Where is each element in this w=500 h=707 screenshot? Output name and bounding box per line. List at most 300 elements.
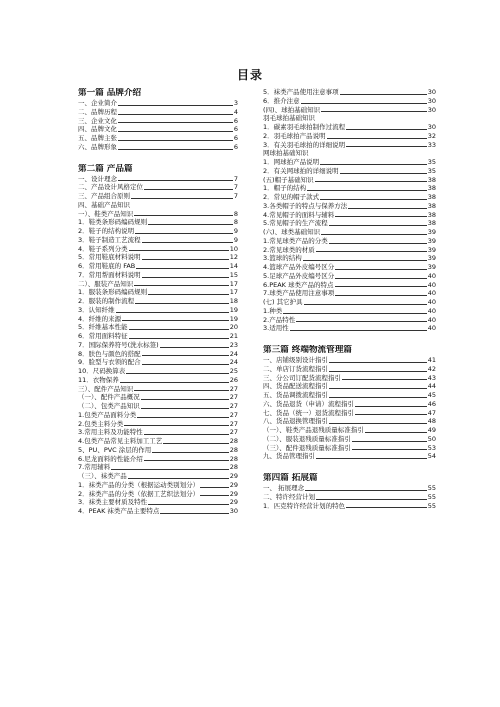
toc-entry[interactable] (78, 385, 238, 394)
toc-entry-label: 2.常见球类的材质 (263, 245, 315, 254)
toc-leader-line (329, 371, 427, 372)
toc-entry[interactable] (263, 254, 436, 263)
toc-entry[interactable] (78, 175, 238, 184)
toc-page-number: 25 (229, 367, 238, 375)
toc-page-number: 43 (427, 373, 436, 382)
toc-entry-label: 7.常用辅料 (78, 463, 111, 472)
toc-leader-line (148, 504, 229, 505)
toc-entry[interactable] (78, 218, 238, 227)
toc-leader-line (118, 131, 233, 132)
toc-entry-label: 5.常见帽子的生产流程 (263, 219, 328, 228)
toc-entry[interactable] (263, 263, 436, 272)
toc-entry-label: 5、PU、PVC 涂层的作用 (78, 445, 152, 454)
toc-page-number: 29 (229, 489, 238, 498)
section-spacer (78, 152, 238, 164)
toc-page-number: 47 (427, 408, 436, 417)
toc-entry-label: （三）、配件退残质量标准指引 (263, 443, 351, 452)
toc-page-number: 28 (229, 454, 238, 463)
toc-page-number: 39 (427, 236, 436, 245)
toc-leader-line (152, 452, 228, 453)
toc-entry[interactable] (78, 108, 238, 117)
toc-page-number: 28 (229, 445, 238, 454)
toc-page-number: 8 (233, 209, 238, 218)
toc-entry[interactable] (263, 106, 436, 115)
toc-leader-line (335, 295, 427, 296)
toc-page-number: 7 (233, 183, 238, 192)
toc-entry[interactable] (78, 376, 238, 385)
toc-entry[interactable] (263, 176, 436, 185)
toc-leader-line (355, 414, 427, 415)
toc-entry-label: （二）、包类产品知识 (78, 402, 140, 410)
toc-leader-line (283, 313, 427, 314)
toc-page-number: 30 (229, 507, 238, 515)
toc-entry[interactable] (78, 350, 238, 359)
toc-leader-line (335, 286, 427, 287)
toc-leader-line (346, 507, 427, 508)
toc-entry-label: 3．认知纤维 (78, 305, 115, 314)
toc-leader-line (118, 114, 233, 115)
toc-page-number: 6 (233, 142, 238, 151)
toc-section-title: 第四篇 拓展篇 (263, 473, 318, 483)
toc-entry-label: 1．鞋类条形码编码规则 (78, 218, 148, 227)
toc-leader-line (335, 269, 427, 270)
toc-entry-label: 1．服装条形码编码规则 (78, 288, 148, 297)
toc-entry-label: 4.篮球产品外皮编号区分 (263, 263, 335, 271)
toc-entry[interactable] (263, 97, 436, 106)
toc-entry-label: 八、货品退换管理指引 (263, 417, 328, 426)
toc-entry[interactable] (78, 117, 238, 126)
toc-entry-label: 二、特许经营计划 (263, 492, 315, 501)
toc-entry-label: 一）、鞋类产品知识 (78, 209, 134, 218)
toc-entry[interactable] (78, 236, 238, 245)
toc-page-number: 17 (229, 288, 238, 297)
toc-entry-label: 8．肤色与颜色的搭配 (78, 349, 141, 358)
toc-entry-label: (七) 其它护具 (263, 298, 303, 306)
toc-leader-line (142, 364, 229, 365)
toc-page-number: 30 (427, 105, 436, 114)
toc-page-number: 55 (427, 501, 436, 510)
toc-leader-line (122, 320, 229, 321)
toc-leader-line (320, 164, 427, 165)
toc-entry-label: 4．鞋子系列分类 (78, 244, 128, 253)
toc-leader-line (118, 149, 233, 150)
toc-entry-label: 1．碳素羽毛球拍制作过流程 (263, 123, 346, 131)
toc-leader-line (144, 460, 229, 461)
toc-leader-line (200, 487, 229, 488)
toc-page-number: 40 (427, 324, 436, 333)
toc-entry-label: (四)、球拍基础知识 (263, 105, 321, 114)
toc-page-number: 38 (427, 184, 436, 193)
toc-page-number: 40 (427, 298, 436, 306)
toc-entry-label: 4．PEAK 袜类产品主要特点 (78, 507, 160, 515)
toc-leader-line (111, 469, 229, 470)
toc-leader-line (128, 478, 229, 479)
toc-page-number: 38 (427, 201, 436, 210)
toc-entry[interactable] (78, 341, 238, 350)
toc-entry-label: 七、货品（统一）退货流程指引 (263, 408, 354, 417)
toc-leader-line (315, 181, 427, 182)
toc-entry[interactable] (78, 262, 238, 271)
toc-entry[interactable] (78, 183, 238, 192)
toc-entry[interactable] (263, 435, 436, 444)
toc-entry[interactable] (263, 452, 436, 461)
toc-subheading: 四、基础产品知识 (78, 200, 130, 209)
toc-entry-label: 1.常见球类产品的分类 (263, 236, 328, 245)
toc-page-number: 21 (229, 332, 238, 340)
toc-page-number: 39 (427, 228, 436, 236)
toc-page-number: 6 (233, 125, 238, 134)
toc-entry[interactable] (263, 88, 436, 97)
toc-leader-line (124, 425, 229, 426)
toc-entry[interactable] (78, 367, 238, 376)
toc-entry[interactable] (78, 271, 238, 280)
toc-entry[interactable] (78, 402, 238, 411)
toc-leader-line (148, 224, 233, 225)
toc-entry[interactable] (263, 426, 436, 435)
toc-entry-label: 一、设计理念 (78, 174, 117, 183)
toc-subheading: 网球拍基础知识 (263, 149, 309, 158)
toc-entry-label: 1．帽子的结构 (263, 184, 307, 193)
toc-entry-label: 1．匹克特许经营计划的特色 (263, 501, 346, 510)
toc-entry[interactable] (78, 306, 238, 315)
toc-entry-label: 2．常见的帽子款式 (263, 193, 320, 201)
toc-page-number: 19 (229, 314, 238, 323)
toc-leader-line (307, 190, 427, 191)
toc-entry[interactable] (78, 411, 238, 420)
toc-page-number: 45 (427, 391, 436, 399)
toc-leader-line (160, 513, 228, 514)
toc-leader-line (352, 441, 427, 442)
toc-entry-label: 四、品牌文化 (78, 125, 117, 134)
toc-leader-line (118, 105, 233, 106)
toc-page-number: 30 (427, 96, 436, 105)
toc-entry[interactable] (78, 192, 238, 201)
toc-leader-line (321, 111, 427, 112)
toc-leader-line (342, 379, 427, 380)
toc-leader-line (129, 250, 229, 251)
toc-entry-label: 2．服装的制作流程 (78, 297, 135, 305)
toc-entry-label: 2．有关网球拍的详细说明 (263, 166, 339, 175)
toc-entry[interactable] (78, 315, 238, 324)
toc-leader-line (327, 138, 427, 139)
toc-entry[interactable] (78, 332, 238, 341)
toc-leader-line (316, 458, 427, 459)
toc-leader-line (118, 180, 233, 181)
toc-page-number: 41 (427, 356, 436, 364)
toc-leader-line (137, 417, 229, 418)
toc-leader-line (305, 490, 427, 491)
toc-entry[interactable] (263, 400, 436, 409)
toc-entry-label: (六)、球类基础知识 (263, 228, 321, 236)
toc-page-number: 30 (427, 88, 436, 96)
toc-entry[interactable] (263, 132, 436, 141)
toc-leader-line (120, 382, 229, 383)
toc-section-title: 第一篇 品牌介绍 (78, 88, 142, 98)
toc-entry[interactable] (263, 202, 436, 211)
toc-entry[interactable] (263, 193, 436, 202)
toc-page-number: 6 (233, 116, 238, 125)
toc-section-title: 第二篇 产品篇 (78, 163, 133, 174)
toc-entry-label: 6.尼龙面料的性能介绍 (78, 454, 143, 463)
toc-entry-label: 2．袜类产品的分类（依据工艺织法划分） (78, 489, 200, 498)
toc-page-number: 24 (229, 349, 238, 358)
toc-entry[interactable] (78, 253, 238, 262)
toc-leader-line (135, 303, 229, 304)
toc-entry[interactable] (78, 210, 238, 219)
toc-entry-label: 一、 拓展理念 (263, 484, 305, 492)
toc-page-number: 3 (233, 99, 238, 107)
toc-entry[interactable] (263, 123, 436, 132)
toc-page-number: 7 (233, 192, 238, 200)
toc-entry[interactable] (78, 297, 238, 306)
toc-page-number: 24 (229, 358, 238, 367)
toc-leader-line (131, 198, 233, 199)
toc-page-number: 54 (427, 452, 436, 461)
toc-entry-label: 3.常用主料及功能特性 (78, 428, 143, 437)
toc-leader-line (290, 330, 427, 331)
toc-leader-line (134, 390, 228, 391)
toc-entry-label: 三、产品组合原则 (78, 192, 130, 200)
toc-entry[interactable] (78, 481, 238, 490)
toc-leader-line (352, 449, 427, 450)
toc-entry[interactable] (263, 219, 436, 228)
toc-entry[interactable] (263, 409, 436, 418)
toc-entry[interactable] (263, 356, 436, 365)
toc-page-number: 30 (427, 123, 436, 131)
toc-leader-line (365, 432, 427, 433)
toc-entry[interactable] (263, 237, 436, 246)
toc-entry[interactable] (263, 374, 436, 383)
toc-leader-line (329, 423, 427, 424)
toc-page-number: 19 (229, 305, 238, 314)
toc-entry[interactable] (78, 420, 238, 429)
toc-leader-line (136, 268, 228, 269)
toc-entry-label: （三）、袜类产品 (78, 472, 127, 480)
toc-page-number: 38 (427, 210, 436, 219)
toc-entry[interactable] (78, 507, 238, 516)
toc-entry[interactable] (263, 167, 436, 176)
toc-page-number: 53 (427, 443, 436, 452)
toc-entry[interactable] (78, 393, 238, 402)
toc-entry-label: 5．纤维基本性能 (78, 323, 128, 332)
toc-page-number: 44 (427, 382, 436, 391)
toc-entry[interactable] (263, 502, 436, 511)
toc-leader-line (142, 242, 233, 243)
toc-leader-line (163, 443, 229, 444)
toc-leader-line (200, 495, 229, 496)
toc-entry[interactable] (78, 472, 238, 481)
toc-page-number: 42 (427, 364, 436, 373)
toc-right-column (263, 88, 436, 510)
toc-leader-line (348, 208, 427, 209)
toc-leader-line (303, 260, 427, 261)
toc-entry[interactable] (263, 382, 436, 391)
toc-page-number: 27 (229, 419, 238, 428)
toc-leader-line (142, 259, 229, 260)
toc-entry-label: （二）、服装退残质量标准指引 (263, 434, 351, 443)
toc-leader-line (329, 388, 427, 389)
toc-entry-label: 4.常见帽子的面料与辅料 (263, 210, 335, 219)
toc-entry-label: 5．袜类产品使用注意事项 (263, 88, 339, 96)
toc-leader-line (129, 338, 229, 339)
toc-page-number: 4 (233, 107, 238, 116)
toc-entry-label: 7.球类产品使用注意事项 (263, 289, 335, 298)
toc-page-number: 6 (233, 134, 238, 142)
toc-entry-label: 5．常用鞋底材料说明 (78, 253, 141, 262)
toc-page-number: 9 (233, 235, 238, 244)
toc-leader-line (304, 304, 427, 305)
toc-entry[interactable] (263, 298, 436, 307)
toc-entry-label: 4．纤维的来源 (78, 314, 122, 323)
toc-leader-line (355, 406, 427, 407)
toc-leader-line (346, 146, 427, 147)
toc-entry[interactable] (78, 245, 238, 254)
toc-entry-label: （一）、配件产品概况 (78, 393, 140, 402)
toc-entry-label: 6．推介注意 (263, 96, 300, 105)
toc-page-number: 40 (427, 289, 436, 298)
toc-entry[interactable] (263, 484, 436, 493)
toc-page-number: 8 (233, 218, 238, 227)
toc-entry-label: 5.足球产品外皮编号区分 (263, 271, 335, 280)
toc-page-number: 38 (427, 219, 436, 228)
toc-entry[interactable] (78, 455, 238, 464)
toc-page-number: 29 (229, 480, 238, 489)
toc-page-number: 18 (229, 297, 238, 305)
toc-leader-line (320, 199, 427, 200)
toc-leader-line (118, 140, 233, 141)
toc-entry[interactable] (78, 125, 238, 134)
toc-entry[interactable] (263, 324, 436, 333)
toc-entry[interactable] (78, 358, 238, 367)
toc-entry[interactable] (263, 158, 436, 167)
toc-entry-label: 1.包类产品面料分类 (78, 410, 137, 419)
toc-page-number: 35 (427, 166, 436, 175)
toc-entry-label: 1.种类 (263, 306, 283, 315)
toc-entry[interactable] (78, 463, 238, 472)
toc-entry-label: 五、货品调拨流程指引 (263, 391, 328, 399)
toc-leader-line (329, 243, 427, 244)
toc-leader-line (118, 122, 233, 123)
toc-entry[interactable] (78, 323, 238, 332)
toc-leader-line (144, 434, 229, 435)
toc-page-number: 28 (229, 437, 238, 445)
toc-page-number: 40 (427, 271, 436, 280)
toc-entry-label: 二）、服装产品知识 (78, 279, 134, 288)
toc-entry[interactable] (78, 143, 238, 152)
toc-leader-line (335, 216, 427, 217)
toc-entry[interactable] (78, 288, 238, 297)
toc-entry[interactable] (263, 365, 436, 374)
toc-entry[interactable] (263, 184, 436, 193)
toc-leader-line (142, 355, 229, 356)
toc-page-number: 48 (427, 417, 436, 426)
toc-page-number: 39 (427, 245, 436, 254)
toc-entry[interactable] (78, 437, 238, 446)
toc-leader-line (301, 103, 427, 104)
toc-entry-label: 3.各类帽子的特点与保养方法 (263, 201, 348, 210)
toc-entry[interactable] (263, 493, 436, 502)
toc-entry[interactable] (78, 227, 238, 236)
toc-entry[interactable] (78, 490, 238, 499)
toc-entry-label: 3.篮球的结构 (263, 254, 302, 263)
toc-entry-label: 6．常用鞋底的 FAB (78, 262, 136, 270)
toc-page-number: 55 (427, 492, 436, 501)
toc-page-number: 7 (233, 174, 238, 183)
toc-entry[interactable] (78, 498, 238, 507)
toc-page-number: 27 (229, 410, 238, 419)
toc-entry[interactable] (78, 134, 238, 143)
toc-entry-label: 三）、配件产品知识 (78, 384, 134, 393)
toc-entry[interactable] (263, 289, 436, 298)
toc-entry[interactable] (263, 246, 436, 255)
toc-entry[interactable] (263, 211, 436, 220)
toc-entry[interactable] (78, 99, 238, 108)
toc-entry-label: 3．有关羽毛球拍的详细说明 (263, 140, 346, 149)
toc-entry[interactable] (263, 391, 436, 400)
toc-entry-label: 2．鞋子的结构说明 (78, 227, 135, 235)
section-spacer (263, 461, 436, 473)
toc-page-number: 27 (229, 402, 238, 410)
toc-section-title: 第三篇 终端物流管理篇 (263, 345, 352, 355)
toc-entry[interactable] (78, 280, 238, 289)
toc-entry[interactable] (263, 272, 436, 281)
toc-page-number: 32 (427, 131, 436, 140)
toc-page-number: 33 (427, 140, 436, 149)
toc-leader-line (340, 94, 427, 95)
toc-leader-line (321, 234, 427, 235)
toc-entry[interactable] (263, 444, 436, 453)
toc-leader-line (329, 225, 427, 226)
toc-entry-label: 6．常用面料特征 (78, 332, 128, 340)
toc-page-number: 12 (229, 253, 238, 262)
toc-leader-line (116, 312, 229, 313)
toc-entry[interactable] (263, 307, 436, 316)
toc-entry-label: 三、企业文化 (78, 116, 117, 125)
toc-entry[interactable] (78, 446, 238, 455)
toc-page-number: 28 (229, 463, 238, 472)
toc-entry[interactable] (263, 316, 436, 325)
toc-entry-label: 3．鞋子制造工艺流程 (78, 235, 141, 244)
toc-leader-line (160, 347, 229, 348)
toc-entry[interactable] (263, 417, 436, 426)
toc-leader-line (144, 189, 233, 190)
toc-page-number: 40 (427, 306, 436, 315)
toc-entry-label: 2.产品特性 (263, 315, 296, 324)
toc-entry-label: 7．常用帮面材料说明 (78, 270, 141, 279)
toc-entry-label: 五、品牌主张 (78, 134, 117, 142)
toc-entry[interactable] (263, 281, 436, 290)
toc-entry[interactable] (263, 228, 436, 237)
toc-entry-label: 二、品牌历程 (78, 107, 117, 116)
toc-entry-label: 九、货品管理指引 (263, 452, 315, 461)
toc-entry[interactable] (78, 428, 238, 437)
toc-leader-line (296, 321, 427, 322)
toc-page-number: 9 (233, 227, 238, 235)
toc-leader-line (126, 373, 228, 374)
toc-entry-label: 二、产品设计风格定位 (78, 183, 143, 192)
toc-entry-label: 1．袜类产品的分类（根据运动类别划分） (78, 480, 200, 489)
toc-entry-label: 4.包类产品常见主料加工工艺 (78, 437, 163, 445)
toc-page-number: 15 (229, 270, 238, 279)
toc-entry-label: 6.PEAK 球类产品的特点 (263, 280, 334, 289)
toc-entry-label: 一、企业简介 (78, 99, 117, 107)
section-spacer (263, 333, 436, 345)
toc-page-number: 35 (427, 158, 436, 166)
toc-entry[interactable] (263, 141, 436, 150)
toc-entry-label: 3.适用性 (263, 324, 289, 333)
toc-leader-line (148, 294, 229, 295)
toc-leader-line (329, 397, 427, 398)
